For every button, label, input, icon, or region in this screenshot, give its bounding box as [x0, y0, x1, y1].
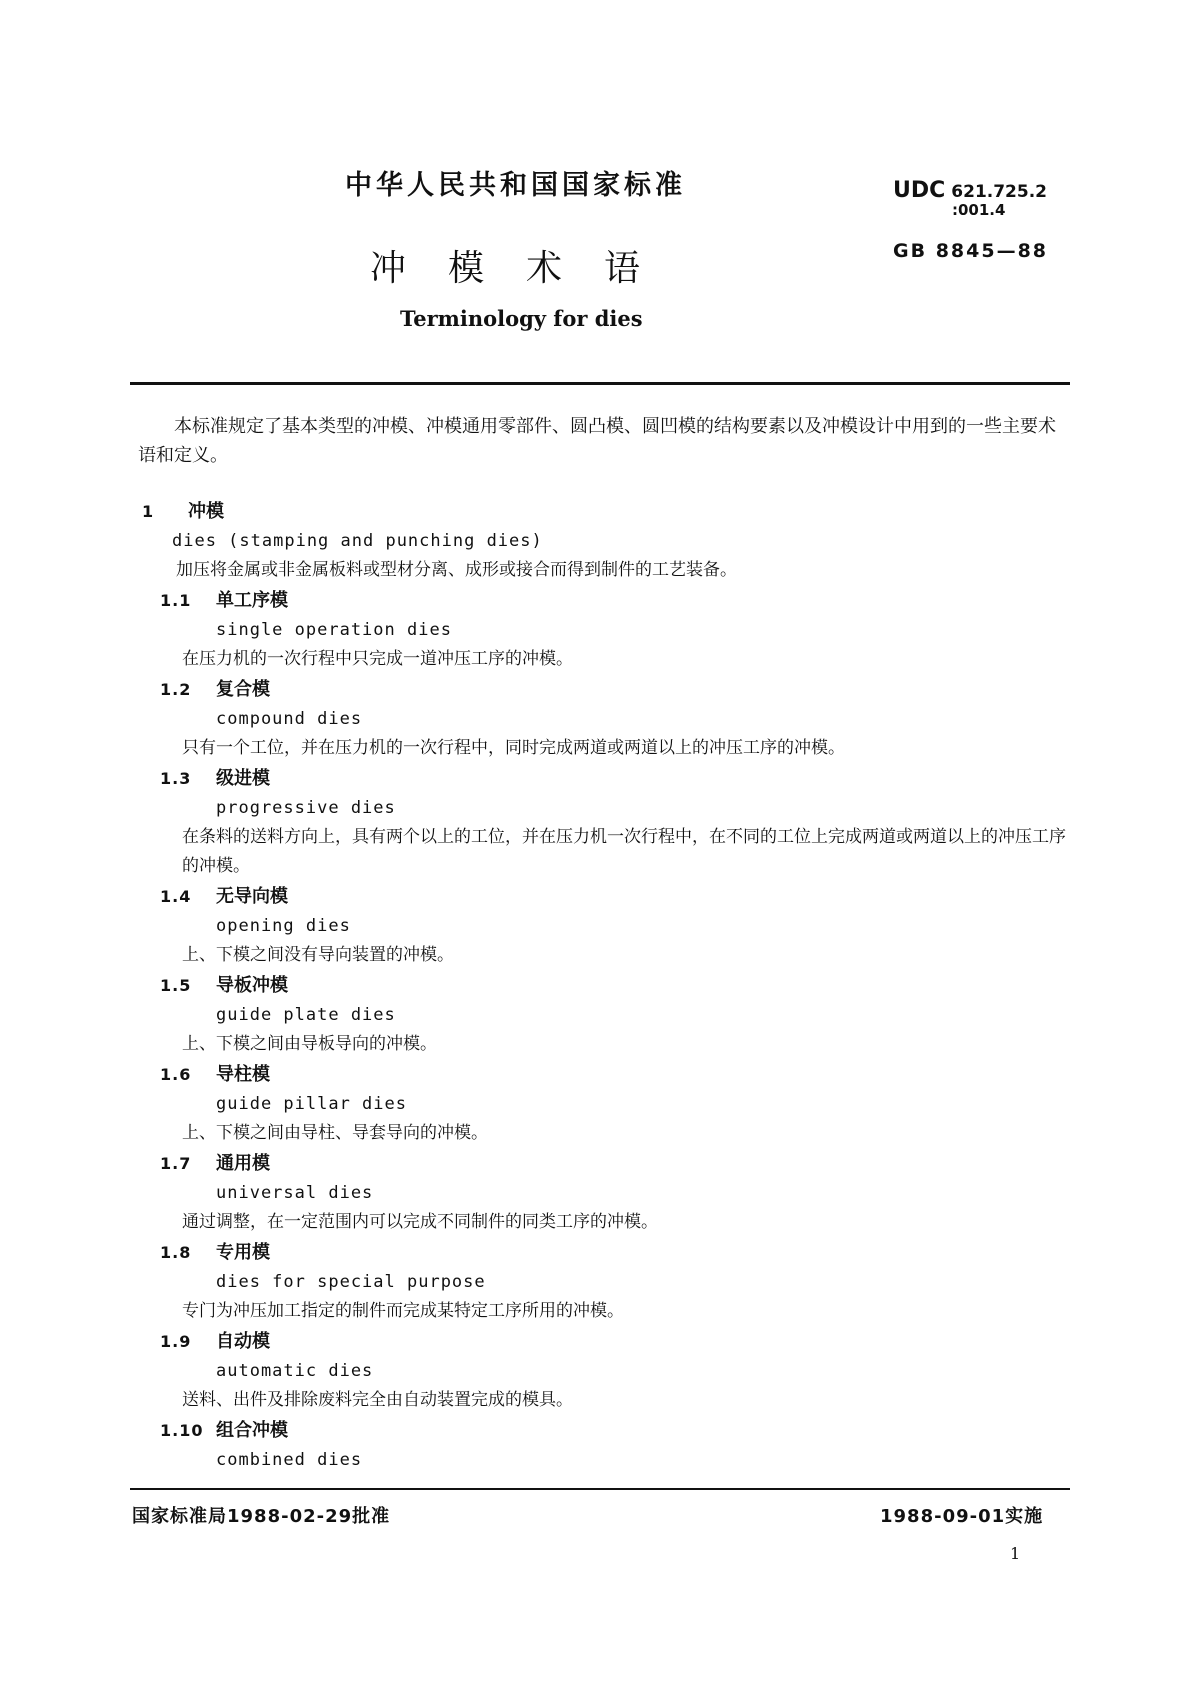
term-definition: 通过调整，在一定范围内可以完成不同制件的同类工序的冲模。 [182, 1212, 658, 1232]
term-name-cn: 专用模 [216, 1242, 270, 1263]
term-heading [138, 763, 1070, 794]
term-name-en: automatic dies [216, 1361, 374, 1381]
term-name-en: compound dies [216, 709, 363, 729]
term-name-en: dies (stamping and punching dies) [172, 531, 543, 551]
term-number: 1.1 [160, 591, 192, 610]
term-entry [138, 970, 1070, 1059]
term-definition: 在压力机的一次行程中只完成一道冲压工序的冲模。 [182, 649, 573, 669]
term-heading [138, 881, 1070, 912]
term-definition: 只有一个工位，并在压力机的一次行程中，同时完成两道或两道以上的冲压工序的冲模。 [182, 738, 845, 758]
udc-label: UDC [893, 178, 946, 203]
title-char: 语 [604, 248, 641, 289]
term-definition: 专门为冲压加工指定的制件而完成某特定工序所用的冲模。 [182, 1301, 624, 1321]
term-definition: 送料、出件及排除废料完全由自动装置完成的模具。 [182, 1390, 573, 1410]
term-number: 1.4 [160, 887, 192, 906]
term-entry [138, 1237, 1070, 1326]
term-heading [138, 1415, 1070, 1446]
term-heading [138, 1237, 1070, 1268]
term-number: 1.5 [160, 976, 192, 995]
term-number: 1.10 [160, 1421, 204, 1440]
term-entry [138, 1059, 1070, 1148]
term-number: 1.9 [160, 1332, 192, 1351]
title-char: 冲 [370, 248, 407, 289]
term-heading [138, 674, 1070, 705]
term-entry [138, 1415, 1070, 1475]
udc-subcode: :001.4 [952, 201, 1006, 219]
gb-standard-number: GB 8845—88 [893, 240, 1049, 262]
term-number: 1.2 [160, 680, 192, 699]
term-list [138, 496, 1070, 1475]
intro-paragraph: 本标准规定了基本类型的冲模、冲模通用零部件、圆凸模、圆凹模的结构要素以及冲模设计中用到的一些主要术语和定义。 [138, 416, 1056, 466]
term-number: 1 [142, 502, 155, 521]
effective-date: 1988-09-01实施 [880, 1506, 1044, 1527]
term-number: 1.6 [160, 1065, 192, 1084]
term-name-cn: 导板冲模 [216, 975, 288, 996]
term-name-cn: 复合模 [216, 679, 270, 700]
term-heading [138, 1148, 1070, 1179]
term-name-cn: 导柱模 [216, 1064, 270, 1085]
term-name-cn: 组合冲模 [216, 1420, 288, 1441]
term-heading [138, 585, 1070, 616]
title-char: 术 [526, 248, 563, 289]
term-name-en: guide pillar dies [216, 1094, 407, 1114]
term-entry [138, 496, 1070, 585]
term-number: 1.8 [160, 1243, 192, 1262]
term-definition: 加压将金属或非金属板料或型材分离、成形或接合而得到制件的工艺装备。 [176, 560, 737, 580]
term-name-en: dies for special purpose [216, 1272, 486, 1292]
term-name-en: single operation dies [216, 620, 452, 640]
term-definition: 在条料的送料方向上，具有两个以上的工位，并在压力机一次行程中，在不同的工位上完成两道或两道以上的冲压工序的冲模。 [182, 827, 1066, 876]
term-definition: 上、下模之间由导柱、导套导向的冲模。 [182, 1123, 488, 1143]
term-entry [138, 1326, 1070, 1415]
document-title-en: Terminology for dies [400, 306, 643, 331]
term-definition: 上、下模之间由导板导向的冲模。 [182, 1034, 437, 1054]
header-divider [130, 382, 1070, 385]
term-name-cn: 级进模 [216, 768, 270, 789]
title-char: 模 [448, 248, 485, 289]
term-heading [138, 496, 1070, 527]
term-heading [138, 1326, 1070, 1357]
national-standard-heading: 中华人民共和国国家标准 [345, 170, 686, 201]
term-name-en: combined dies [216, 1450, 363, 1470]
document-title-cn [370, 240, 682, 291]
term-heading [138, 1059, 1070, 1090]
udc-number: 621.725.2 [951, 182, 1047, 202]
approval-date: 国家标准局1988-02-29批准 [132, 1506, 391, 1527]
page-number: 1 [1010, 1544, 1021, 1563]
term-name-cn: 冲模 [188, 501, 224, 522]
footer-divider [130, 1488, 1070, 1490]
term-name-en: progressive dies [216, 798, 396, 818]
term-entry [138, 1148, 1070, 1237]
term-number: 1.3 [160, 769, 192, 788]
term-name-cn: 自动模 [216, 1331, 270, 1352]
term-number: 1.7 [160, 1154, 192, 1173]
term-name-cn: 无导向模 [216, 886, 288, 907]
term-name-cn: 通用模 [216, 1153, 270, 1174]
term-entry [138, 881, 1070, 970]
term-entry [138, 674, 1070, 763]
term-entry [138, 585, 1070, 674]
term-definition: 上、下模之间没有导向装置的冲模。 [182, 945, 454, 965]
udc-code [893, 178, 1047, 203]
term-heading [138, 970, 1070, 1001]
term-name-en: guide plate dies [216, 1005, 396, 1025]
term-name-en: universal dies [216, 1183, 374, 1203]
term-name-cn: 单工序模 [216, 590, 288, 611]
term-name-en: opening dies [216, 916, 351, 936]
term-entry [138, 763, 1070, 881]
